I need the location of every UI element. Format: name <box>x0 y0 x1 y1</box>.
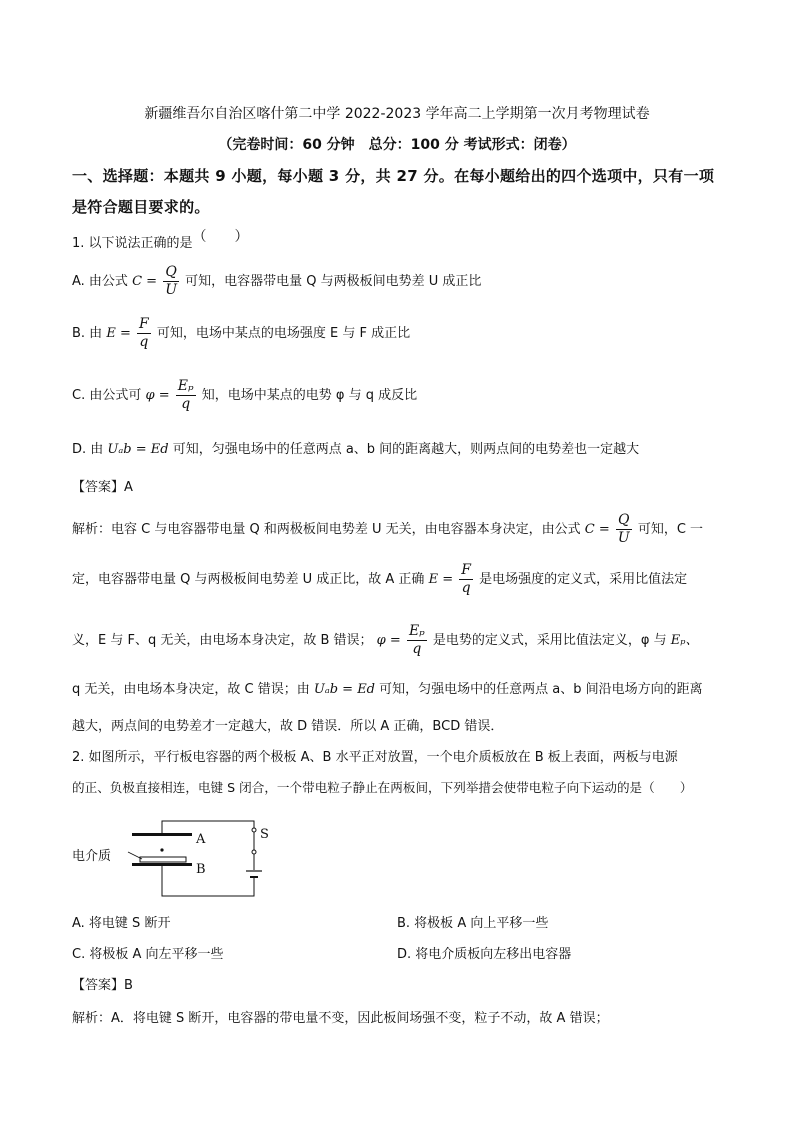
fraction-denominator: U <box>165 282 178 298</box>
q2-answer: 【答案】B <box>72 978 133 993</box>
fraction-numerator: Eₚ <box>177 378 194 394</box>
q1-ex1-pre: 解析：电容 C 与电容器带电量 Q 和两极板间电势差 U 无关，由电容器本身决定，由公式 <box>72 522 581 537</box>
q1-answer-paren: （ ） <box>192 229 249 245</box>
q2-option-c: C. 将极板 A 向左平移一些 <box>72 947 224 962</box>
q1-ex2-fraction <box>459 562 473 597</box>
q1-ex3-lhs: φ <box>376 633 386 648</box>
fraction-numerator: Eₚ <box>408 623 425 639</box>
q1-stem-text: 1. 以下说法正确的是 <box>72 236 193 251</box>
charged-particle <box>160 848 163 851</box>
q1-explanation-line2: 定，电容器带电量 Q 与两极板间电势差 U 成正比，故 A 正确 E = $\frac{F}{q}$ 是电场强度的定义式，采用比值法定 <box>72 562 688 596</box>
switch-contact <box>252 850 256 854</box>
q1-option-b-lhs: E <box>106 326 116 341</box>
fraction-numerator: Q <box>163 264 179 282</box>
fraction-denominator: U <box>617 530 630 546</box>
q2-option-b: B. 将极板 A 向上平移一些 <box>397 916 549 931</box>
q1-option-a-fraction <box>163 264 179 299</box>
plate-a <box>132 833 192 836</box>
q1-option-c-fraction <box>176 378 196 413</box>
capacitor-circuit-diagram <box>72 820 282 914</box>
q1-option-b-post: 可知，电场中某点的电场强度 E 与 F 成正比 <box>156 326 411 341</box>
q1-answer: 【答案】A <box>72 480 133 495</box>
dielectric-slab <box>140 857 186 862</box>
plate-b <box>132 863 192 866</box>
q1-ex3-post: 是电势的定义式，采用比值法定义，φ 与 <box>432 633 667 648</box>
q1-option-b-pre: B. 由 <box>72 326 103 341</box>
q1-explanation-line3: 义，E 与 F、q 无关，由电场本身决定，故 B 错误； φ = $\frac{\text{Eₚ}}{q}$ 是电势的定义式，采用比值法定义，φ 与 Eₚ、 <box>72 623 699 657</box>
q1-ex1-post: 可知，C 一 <box>637 522 704 537</box>
q1-ex4-formula: Uₐb = Ed <box>313 682 376 697</box>
fraction-numerator: F <box>139 316 149 332</box>
q1-ex1-fraction <box>616 512 632 547</box>
fraction-numerator: F <box>461 562 471 578</box>
q1-option-c-post: 知，电场中某点的电势 φ 与 q 成反比 <box>201 388 418 403</box>
label-switch-s: S <box>260 827 269 842</box>
q1-option-a: A. 由公式 C = $\frac{Q}{U}$ 可知，电容器带电量 Q 与两极板间电势差 U 成正比 <box>72 264 482 298</box>
label-dielectric: 电介质 <box>72 849 112 864</box>
q1-explanation-line1: 解析：电容 C 与电容器带电量 Q 和两极板间电势差 U 无关，由电容器本身决定，由公式 C = $\frac{Q}{U}$ 可知，C 一 <box>72 512 704 546</box>
switch-s <box>252 828 256 832</box>
q1-option-d-formula: Uₐb = Ed <box>107 442 169 457</box>
q1-ex2-pre: 定，电容器带电量 Q 与两极板间电势差 U 成正比，故 A 正确 <box>72 572 425 587</box>
q1-stem <box>72 229 249 254</box>
q1-explanation-line5: 越大，两点间的电势差才一定越大，故 D 错误．所以 A 正确，BCD 错误． <box>72 719 504 734</box>
q1-ex2-lhs: E <box>428 572 439 587</box>
q1-ex3-pre: 义，E 与 F、q 无关，由电场本身决定，故 B 错误； <box>72 633 373 648</box>
q1-ex4-pre: q 无关，由电场本身决定，故 C 错误；由 <box>72 682 310 697</box>
q1-ex4-post: 可知，匀强电场中的任意两点 a、b 间沿电场方向的距离 <box>379 682 703 697</box>
q2-stem-line2: 的正、负极直接相连，电键 S 闭合，一个带电粒子静止在两板间，下列举措会使带电粒子向下运动的是（ ） <box>72 780 693 795</box>
q1-ex3-fraction <box>407 623 427 658</box>
label-plate-b: B <box>196 862 206 877</box>
fraction-numerator: Q <box>616 512 632 530</box>
fraction-denominator: q <box>139 334 149 350</box>
wire-top <box>162 821 254 833</box>
fraction-denominator: q <box>461 580 471 596</box>
q1-option-a-lhs: C <box>132 274 143 289</box>
exam-subtitle: （完卷时间：60 分钟 总分：100 分 考试形式：闭卷） <box>218 137 576 153</box>
q1-option-d-post: 可知，匀强电场中的任意两点 a、b 间的距离越大，则两点间的电势差也一定越大 <box>172 442 640 457</box>
wire-bottom <box>162 866 254 896</box>
section-heading-line2: 是符合题目要求的。 <box>72 198 210 216</box>
q1-ex1-lhs: C <box>584 522 595 537</box>
circuit-svg <box>72 820 282 910</box>
label-plate-a: A <box>196 832 206 847</box>
q1-option-a-pre: A. 由公式 <box>72 274 128 289</box>
q1-option-d-pre: D. 由 <box>72 442 104 457</box>
q2-option-d: D. 将电介质板向左移出电容器 <box>397 947 572 962</box>
q2-stem-line1: 2. 如图所示，平行板电容器的两个极板 A、B 水平正对放置，一个电介质板放在 B 板上表面，两板与电源 <box>72 750 678 765</box>
q1-option-d <box>72 440 639 460</box>
q2-explanation-line1: 解析：A．将电键 S 断开，电容器的带电量不变，因此板间场强不变，粒子不动，故 A 错误； <box>72 1011 609 1026</box>
q1-explanation-line4 <box>72 680 703 700</box>
q1-option-b: B. 由 E = $\frac{F}{q}$ 可知，电场中某点的电场强度 E 与 F 成正比 <box>72 316 411 350</box>
q2-option-a: A. 将电键 S 断开 <box>72 916 171 931</box>
fraction-denominator: q <box>412 641 422 657</box>
q1-ex3-tail: Eₚ、 <box>670 633 699 648</box>
q1-option-c: C. 由公式可 φ = $\frac{\text{Eₚ}}{q}$ 知，电场中某点的电势 φ 与 q 成反比 <box>72 378 418 412</box>
q1-option-b-fraction <box>137 316 151 351</box>
dielectric-pointer <box>128 852 142 859</box>
q1-option-a-post: 可知，电容器带电量 Q 与两极板间电势差 U 成正比 <box>185 274 482 289</box>
section-heading-line1: 一、选择题：本题共 9 小题，每小题 3 分，共 27 分。在每小题给出的四个选项中，只有一项 <box>72 167 715 185</box>
fraction-denominator: q <box>181 396 191 412</box>
exam-title: 新疆维吾尔自治区喀什第二中学 2022-2023 学年高二上学期第一次月考物理试卷 <box>144 106 650 122</box>
q1-option-c-pre: C. 由公式可 <box>72 388 142 403</box>
q1-ex2-post: 是电场强度的定义式，采用比值法定 <box>479 572 688 587</box>
q1-option-c-lhs: φ <box>145 388 155 403</box>
